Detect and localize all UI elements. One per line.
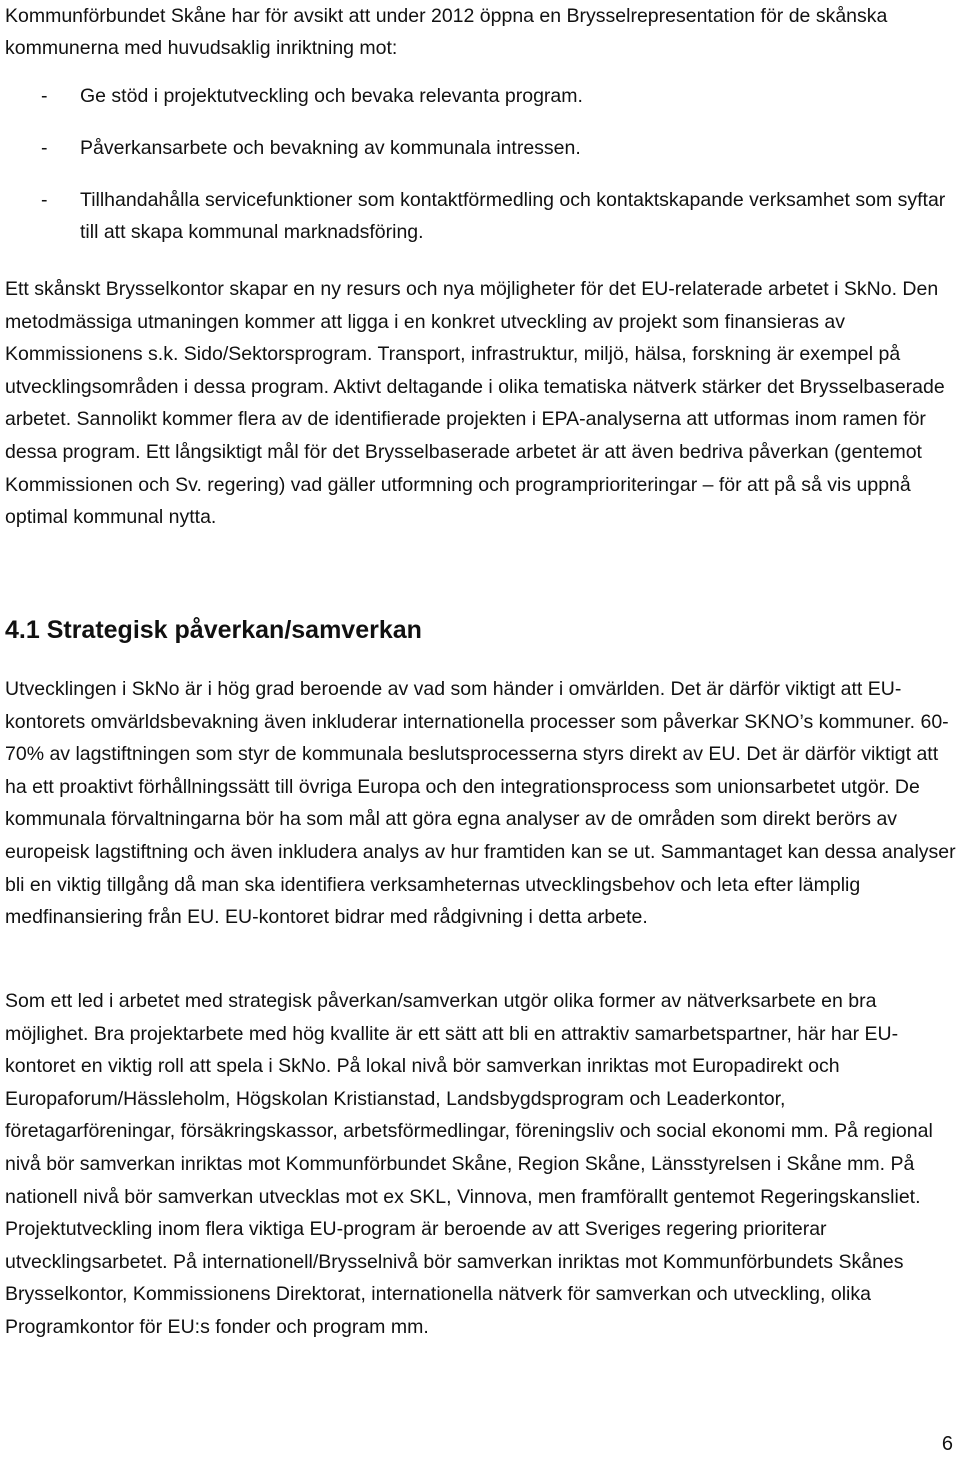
brysselkontor-paragraph: Ett skånskt Brysselkontor skapar en ny resurs och nya möjligheter för det EU-relaterade arbetet i SkNo. Den metodmässiga utmaningen kommer att ligga i en konkret utveckling av projekt som finansieras av Kommissionens s.k. Sido/Sektorsprogram. Transport, infrastruktur, miljö, hälsa, forskning är exempel på utvecklingsområden i dessa program. Aktivt deltagande i olika tematiska nätverk stärker det Brysselbaserade arbetet. Sannolikt kommer flera av de identifierade projekten i EPA-analyserna att utformas inom ramen för dessa program. Ett långsiktigt mål för det Brysselbaserade arbetet är att även bedriva påverkan (gentemot Kommissionen och Sv. regering) vad gäller utformning och programprioriteringar – för att på så vis uppnå optimal kommunal nytta. [5,278,945,529]
list-item [5,184,955,248]
intro-paragraph: Kommunförbundet Skåne har för avsikt att under 2012 öppna en Brysselrepresentation för de skånska kommunerna med huvudsaklig inriktning mot: [5,5,888,59]
bullet-text: Påverkansarbete och bevakning av kommunala intressen. [80,137,581,159]
bullet-dash: - [41,137,48,159]
list-item [5,132,955,164]
bullet-text: Ge stöd i projektutveckling och bevaka relevanta program. [80,85,583,107]
bullet-list [5,80,955,268]
bullet-dash: - [41,189,48,211]
bullet-dash: - [41,85,48,107]
natverk-paragraph: Som ett led i arbetet med strategisk påverkan/samverkan utgör olika former av nätverksarbete en bra möjlighet. Bra projektarbete med hög kvallite är ett sätt att bli en attraktiv samarbetspartner, här har EU-kontoret en viktig roll att spela i SkNo. På lokal nivå bör samverkan inriktas mot Europadirekt och Europaforum/Hässleholm, Högskolan Kristianstad, Landsbygdsprogram och Leaderkontor, företagarföreningar, försäkringskassor, arbetsförmedlingar, föreningsliv och social ekonomi mm. På regional nivå bör samverkan inriktas mot Kommunförbundet Skåne, Region Skåne, Länsstyrelsen i Skåne mm. På nationell nivå bör samverkan utvecklas mot ex SKL, Vinnova, men framförallt gentemot Regeringskansliet. Projektutveckling inom flera viktiga EU-program är beroende av att Sveriges regering prioriterar utvecklingsarbetet. På internationell/Brysselnivå bör samverkan inriktas mot Kommunförbundets Skånes Brysselkontor, Kommissionens Direktorat, internationella nätverk för samverkan och utveckling, olika Programkontor för EU:s fonder och program mm. [5,990,933,1338]
omvarld-paragraph: Utvecklingen i SkNo är i hög grad beroende av vad som händer i omvärlden. Det är därför viktigt att EU-kontorets omvärldsbevakning även inkluderar internationella processer som påverkar SKNO’s kommuner. 60-70% av lagstiftningen som styr de kommunala beslutsprocesserna styrs direkt av EU. Det är därför viktigt att ha ett proaktivt förhållningssätt till övriga Europa och den integrationsprocess som unionsarbetet utgör. De kommunala förvaltningarna bör ha som mål att göra egna analyser av de områden som direkt berörs av europeisk lagstiftning och även inkludera analys av hur framtiden kan se ut. Sammantaget kan dessa analyser bli en viktig tillgång då man ska identifiera verksamheternas utvecklingsbehov och leta efter lämplig medfinansiering från EU. EU-kontoret bidrar med rådgivning i detta arbete. [5,678,956,929]
bullet-text: Tillhandahålla servicefunktioner som kontaktförmedling och kontaktskapande verksamhet som syftar till att skapa kommunal marknadsföring. [80,189,946,243]
list-item [5,80,955,112]
page-number: 6 [941,1433,953,1455]
section-heading: 4.1 Strategisk påverkan/samverkan [5,616,422,644]
